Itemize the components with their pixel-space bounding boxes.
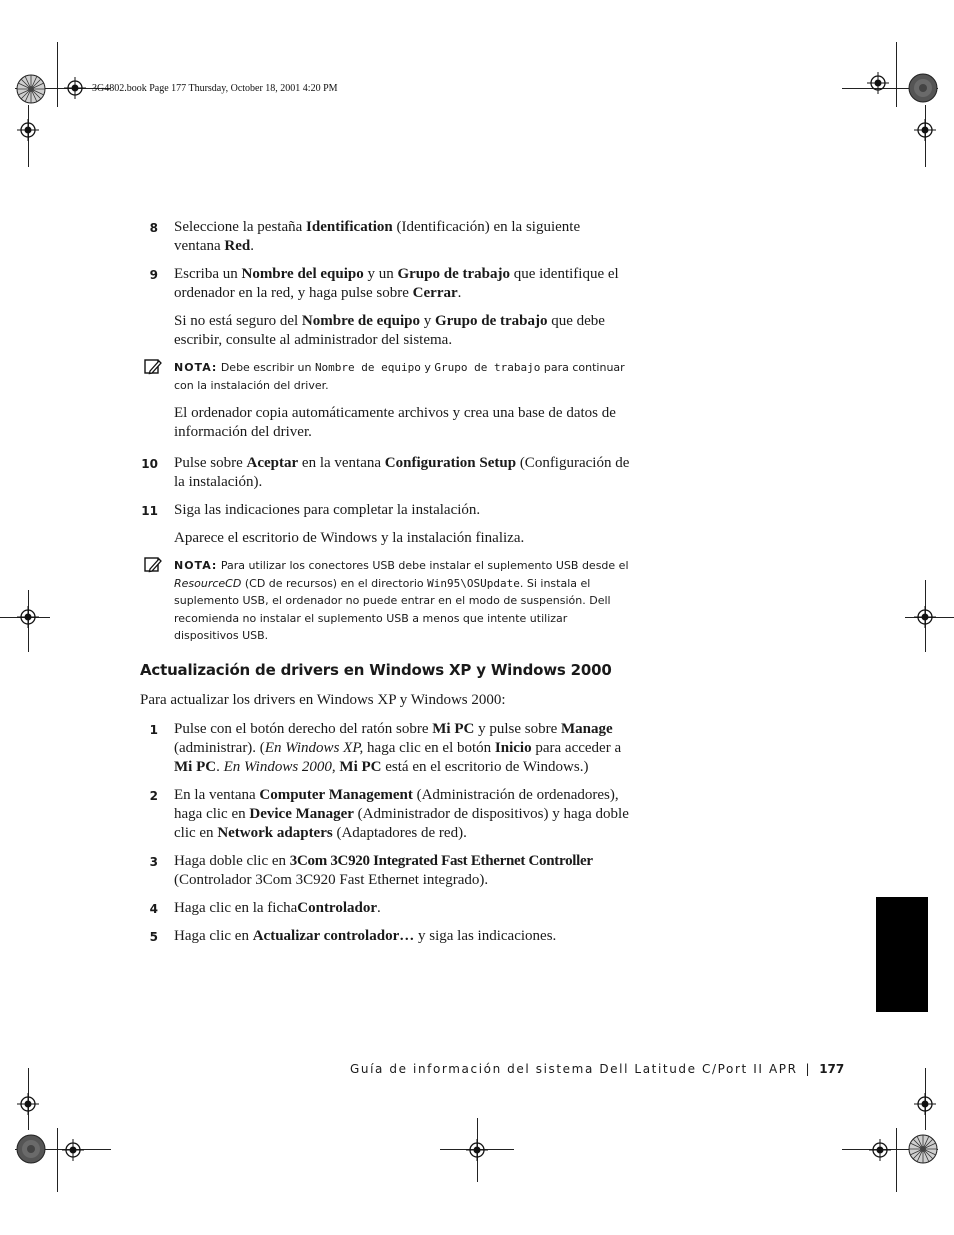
- crop-line: [57, 42, 58, 107]
- note-text: (CD de recursos) en el directorio: [241, 576, 428, 590]
- pencil-note-icon: [144, 359, 162, 375]
- step-number: 9: [149, 268, 158, 282]
- step-text: para acceder a: [531, 739, 622, 756]
- step-text: (Administrador de dispositivos) y haga doble clic en: [174, 805, 629, 841]
- step-text: y pulse sobre: [474, 720, 561, 737]
- ui-term: Actualizar controlador…: [252, 927, 415, 944]
- step-text: Pulse con el botón derecho del ratón sobre: [174, 720, 433, 737]
- step-text: que identifique el ordenador en la red, y haga pulse sobre: [174, 266, 619, 301]
- ui-term: Aceptar: [246, 455, 299, 471]
- registration-mark-icon: [17, 1093, 39, 1115]
- registration-mark-icon: [914, 1093, 936, 1115]
- note-text: para continuar con la instalación del driver.: [174, 361, 625, 392]
- color-rosette-icon: [16, 74, 46, 104]
- directory-path: Win95\OSUpdate: [427, 576, 520, 590]
- para-text: que debe escribir, consulte al administrador del sistema.: [174, 313, 605, 348]
- registration-mark-icon: [867, 72, 889, 94]
- ui-term: Cerrar: [412, 285, 458, 301]
- step-text: .: [250, 238, 254, 254]
- step-text: (Configuración de la instalación).: [174, 455, 630, 490]
- ui-term: Computer Management: [259, 786, 413, 803]
- step-number: 10: [141, 457, 158, 471]
- step-text: .: [377, 899, 381, 916]
- os-reference: En Windows XP,: [264, 739, 364, 756]
- step-text: Escriba un: [174, 266, 242, 282]
- para-text: Si no está seguro del: [174, 313, 302, 329]
- para-text: y: [419, 313, 435, 329]
- note-text: Para utilizar los conectores USB debe instalar el suplemento USB desde el: [217, 559, 629, 572]
- ui-term: Manage: [561, 720, 613, 737]
- ui-term: Device Manager: [249, 805, 354, 822]
- page-footer: [350, 1062, 844, 1076]
- section-heading: Actualización de drivers en Windows XP y Windows 2000: [140, 660, 612, 679]
- ui-term: Grupo de trabajo: [397, 266, 510, 282]
- step-text: Seleccione la pestaña: [174, 219, 307, 235]
- ui-term: Network adapters: [217, 824, 333, 841]
- registration-mark-icon: [914, 119, 936, 141]
- ui-term: Mi PC: [174, 758, 217, 775]
- footer-separator: |: [805, 1062, 812, 1076]
- step-5: [140, 927, 630, 946]
- color-rosette-icon: [16, 1134, 46, 1164]
- note-label: NOTA:: [174, 361, 218, 374]
- step-text: ,: [331, 758, 340, 775]
- step-2: [140, 786, 630, 843]
- note-box: [140, 359, 630, 394]
- ui-term: Configuration Setup: [384, 455, 517, 471]
- ui-term: Nombre de equipo: [301, 313, 420, 329]
- step-3: [140, 852, 630, 890]
- ui-term: 3Com 3C920 Integrated Fast Ethernet Controller: [289, 852, 593, 869]
- ui-field-name: Nombre de equipo: [314, 361, 421, 374]
- step-text: y siga las indicaciones.: [414, 927, 557, 944]
- ui-term: Identification: [306, 219, 393, 235]
- crop-line: [57, 1128, 58, 1192]
- ui-term: Mi PC: [432, 720, 475, 737]
- step-text: haga clic en el botón: [363, 739, 495, 756]
- crop-line: [896, 1128, 897, 1192]
- section-intro: Para actualizar los drivers en Windows XP y Windows 2000:: [140, 691, 506, 708]
- footer-title: Guía de información del sistema Dell Latitude C/Port II APR: [350, 1062, 798, 1076]
- step-11: [140, 501, 630, 520]
- registration-mark-icon: [869, 1139, 891, 1161]
- step-text: (Administración de ordenadores), haga clic en: [174, 786, 619, 822]
- os-reference: En Windows 2000: [223, 758, 332, 775]
- registration-mark-icon: [17, 119, 39, 141]
- registration-mark-icon: [62, 1139, 84, 1161]
- step-number: 2: [149, 788, 158, 803]
- step-text: (Identificación) en la siguiente ventana: [174, 219, 581, 254]
- paragraph-copy-files: El ordenador copia automáticamente archivos y crea una base de datos de información del driver.: [174, 405, 616, 440]
- pencil-note-icon: [144, 557, 162, 573]
- step-text: está en el escritorio de Windows.): [381, 758, 589, 775]
- step-text: (Controlador 3Com 3C920 Fast Ethernet integrado).: [174, 871, 489, 888]
- step-text: Haga doble clic en: [174, 852, 290, 869]
- step-number: 3: [149, 854, 158, 869]
- step-9: [140, 265, 630, 303]
- ui-term: Nombre del equipo: [241, 266, 364, 282]
- note-text: y: [420, 361, 435, 374]
- paragraph-desktop: Aparece el escritorio de Windows y la instalación finaliza.: [174, 530, 525, 546]
- cd-name: ResourceCD: [174, 576, 242, 590]
- step-text: Siga las indicaciones para completar la instalación.: [174, 502, 481, 518]
- ui-term: Grupo de trabajo: [434, 313, 548, 329]
- note-text: Debe escribir un: [217, 361, 315, 374]
- step-number: 8: [149, 221, 158, 235]
- registration-mark-icon: [17, 606, 39, 628]
- step-4: [140, 899, 630, 918]
- step-10: [140, 454, 630, 492]
- step-number: 11: [141, 504, 158, 518]
- step-text: en la ventana: [298, 455, 385, 471]
- step-text: En la ventana: [174, 786, 260, 803]
- note-label: NOTA:: [174, 559, 218, 572]
- ui-term: Red: [224, 238, 251, 254]
- registration-mark-icon: [64, 77, 86, 99]
- ui-term: Controlador: [297, 899, 377, 916]
- registration-mark-icon: [466, 1139, 488, 1161]
- color-rosette-icon: [908, 1134, 938, 1164]
- step-number: 4: [149, 901, 158, 916]
- page-number: 177: [819, 1062, 845, 1076]
- step-number: 1: [149, 722, 158, 737]
- ui-term: Mi PC: [339, 758, 382, 775]
- note-text: . Si instala el suplemento USB, el ordenador no puede entrar en el modo de suspensión. Dell recomienda no instalar el suplemento USB a menos que intente utilizar dispositivos USB.: [174, 576, 611, 642]
- crop-line: [896, 42, 897, 107]
- book-slug: 3G4802.book Page 177 Thursday, October 18, 2001 4:20 PM: [92, 83, 338, 94]
- step-text: Pulse sobre: [174, 455, 247, 471]
- ui-field-name: Grupo de trabajo: [434, 361, 541, 374]
- step-text: Haga clic en: [174, 927, 253, 944]
- step-text: .: [457, 285, 462, 301]
- section-thumb-tab: [876, 897, 928, 1012]
- step-text: (Adaptadores de red).: [332, 824, 467, 841]
- color-rosette-icon: [908, 73, 938, 103]
- page-content: [140, 218, 630, 955]
- registration-mark-icon: [914, 606, 936, 628]
- step-8: [140, 218, 630, 256]
- step-text: Haga clic en la ficha: [174, 899, 298, 916]
- step-text: y un: [363, 266, 398, 282]
- step-number: 5: [149, 929, 158, 944]
- step-text: .: [216, 758, 224, 775]
- note-box: [140, 557, 630, 645]
- step-1: [140, 720, 630, 777]
- step-text: (administrar). (: [174, 739, 265, 756]
- ui-term: Inicio: [494, 739, 532, 756]
- step-9-followup: [140, 312, 630, 350]
